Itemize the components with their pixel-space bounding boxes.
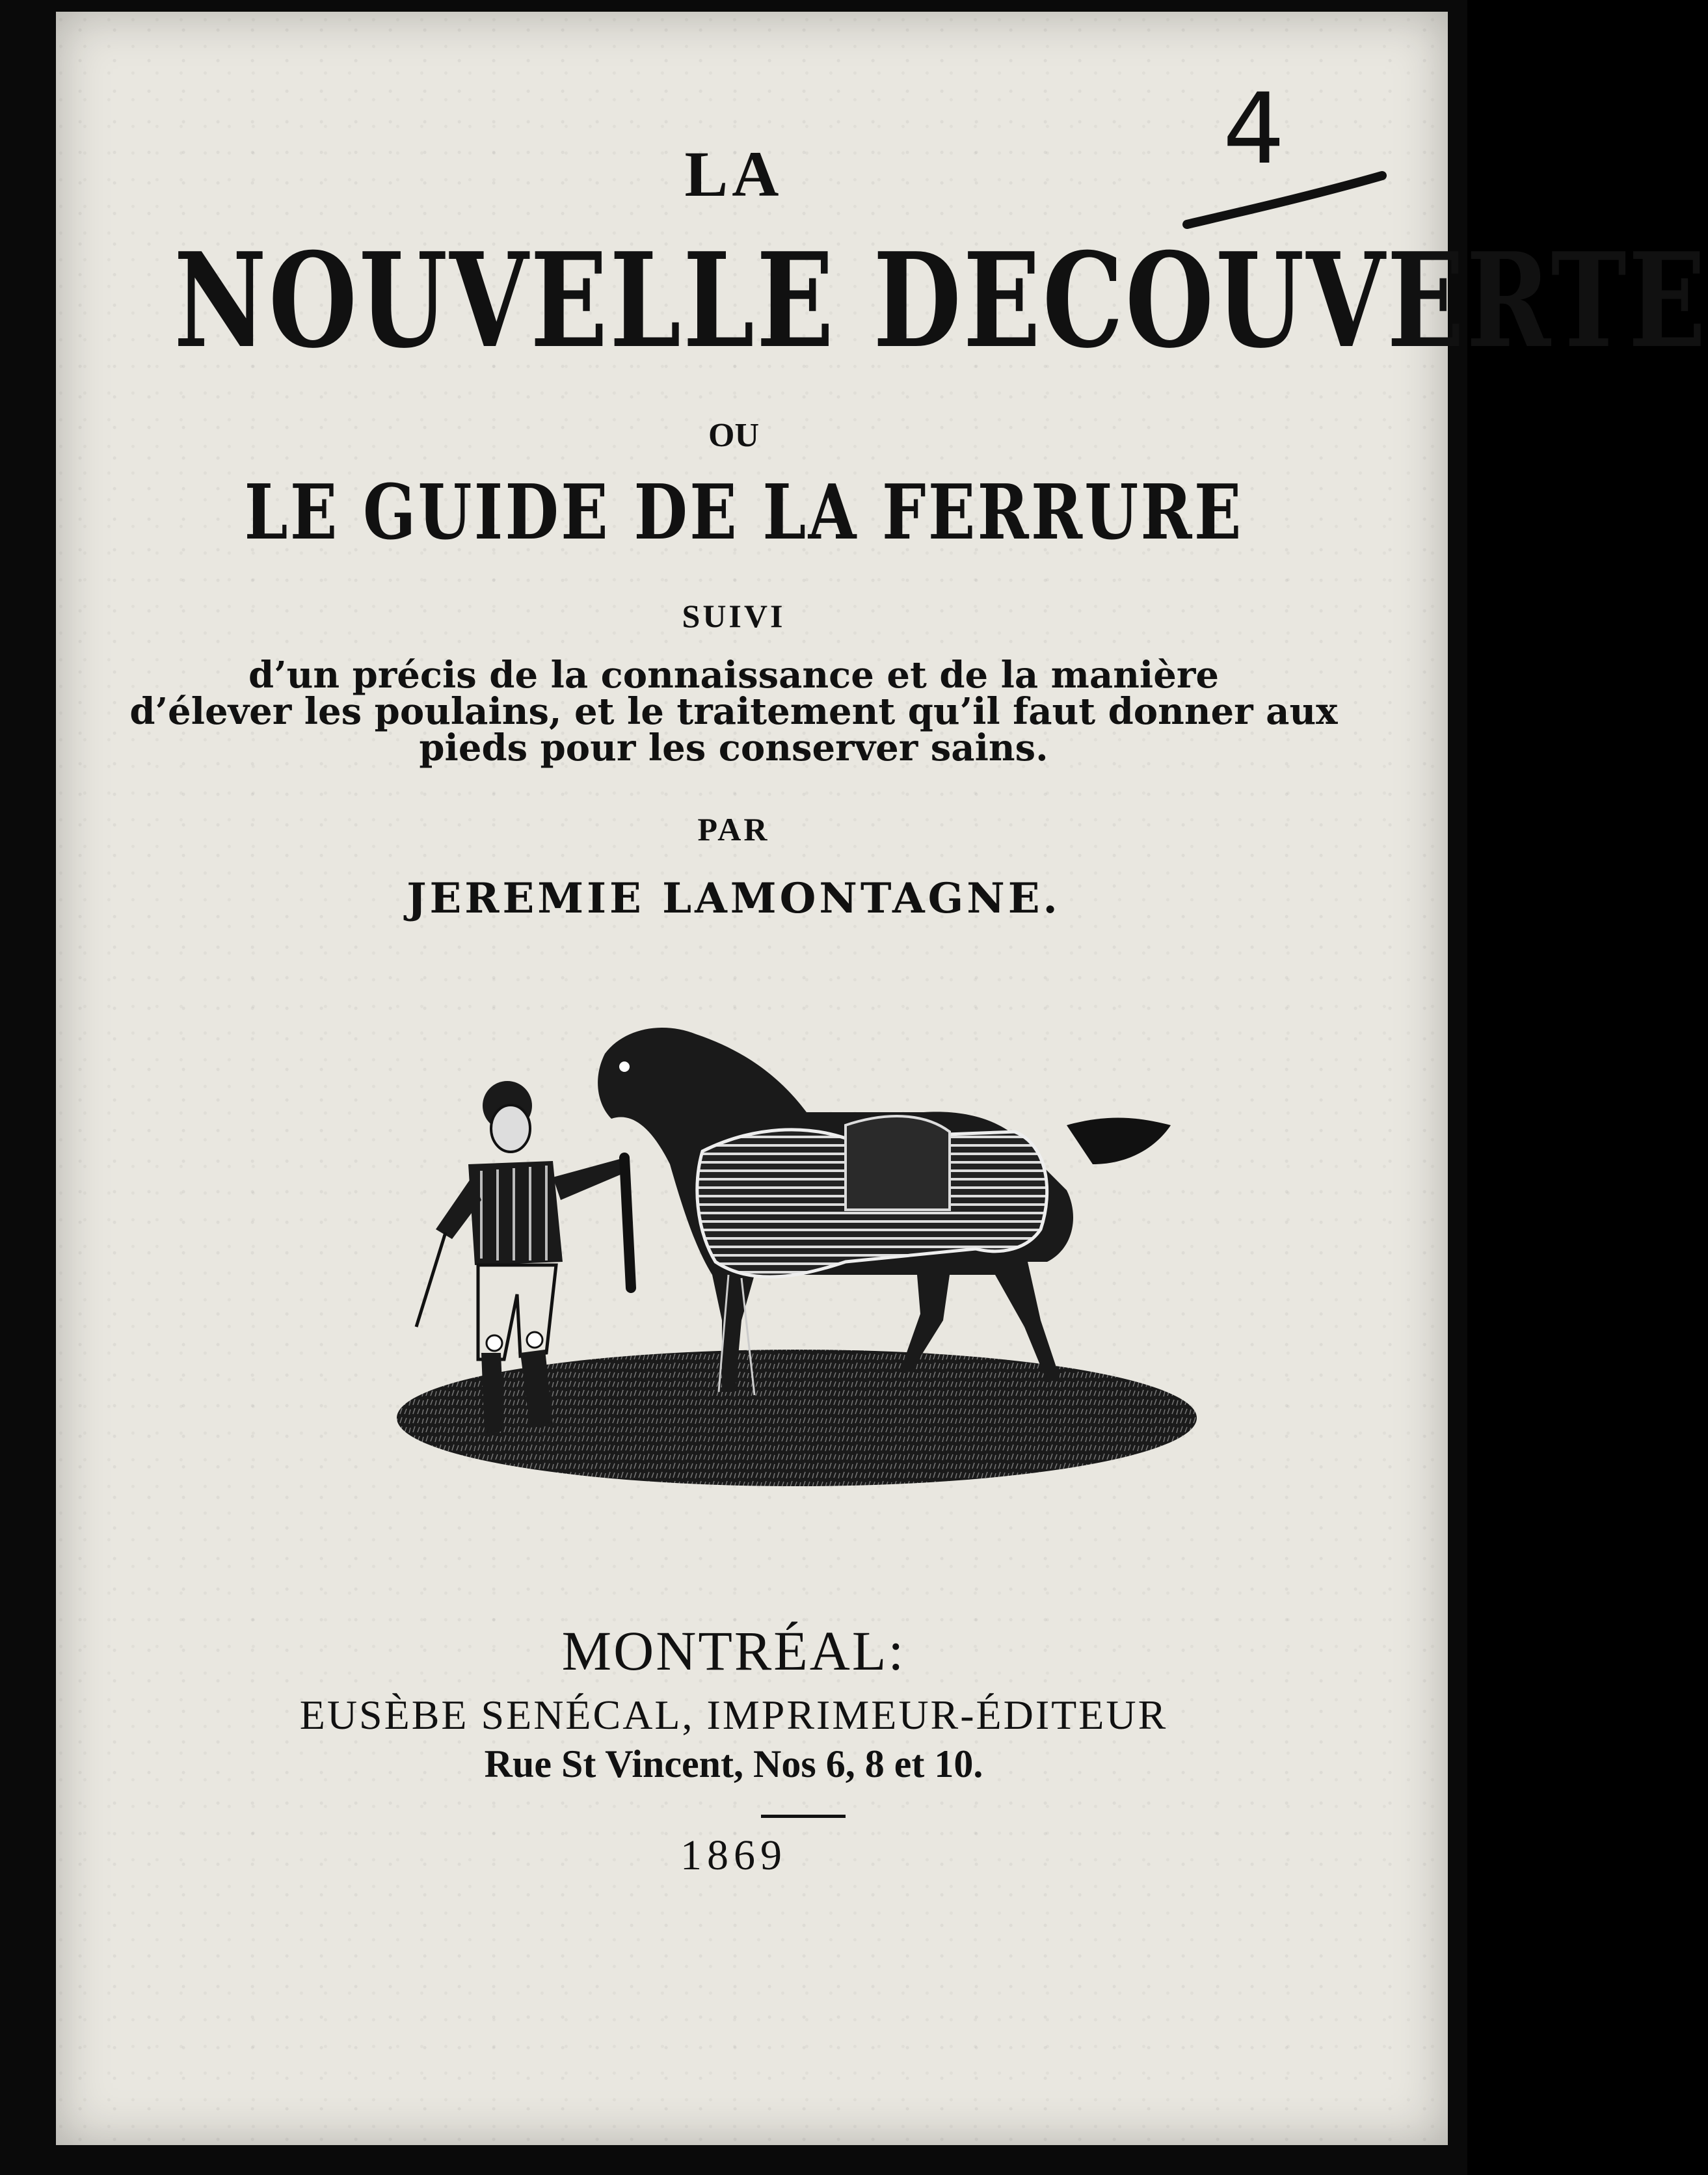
- description-line: d’élever les poulains, et le traitement qu’il faut donner aux: [129, 690, 1338, 733]
- handwritten-number: 4: [1223, 73, 1285, 186]
- author-name: JEREMIE LAMONTAGNE.: [407, 874, 1061, 923]
- divider-rule: [761, 1815, 846, 1818]
- description-line: pieds pour les conserver sains.: [419, 727, 1048, 769]
- imprint-address: Rue St Vincent, Nos 6, 8 et 10.: [484, 1742, 983, 1785]
- description-line: d’un précis de la connaissance et de la manière: [248, 654, 1219, 697]
- suivi-label: SUIVI: [682, 598, 786, 634]
- imprint-city: MONTRÉAL:: [561, 1620, 906, 1682]
- subtitle: LE GUIDE DE LA FERRURE: [244, 468, 1244, 557]
- main-title: NOUVELLE DECOUVERTE: [174, 224, 1708, 377]
- by-label: PAR: [697, 811, 770, 847]
- title-conjunction: OU: [708, 417, 759, 454]
- horse-engraving-illustration: [390, 1015, 1210, 1522]
- imprint-publisher: EUSÈBE SENÉCAL, IMPRIMEUR-ÉDITEUR: [299, 1692, 1168, 1738]
- publication-year: 1869: [680, 1832, 787, 1879]
- horse-figure: [598, 1028, 1171, 1395]
- ground: [397, 1350, 1197, 1486]
- title-article: LA: [684, 138, 783, 210]
- description-block: [0, 654, 1467, 769]
